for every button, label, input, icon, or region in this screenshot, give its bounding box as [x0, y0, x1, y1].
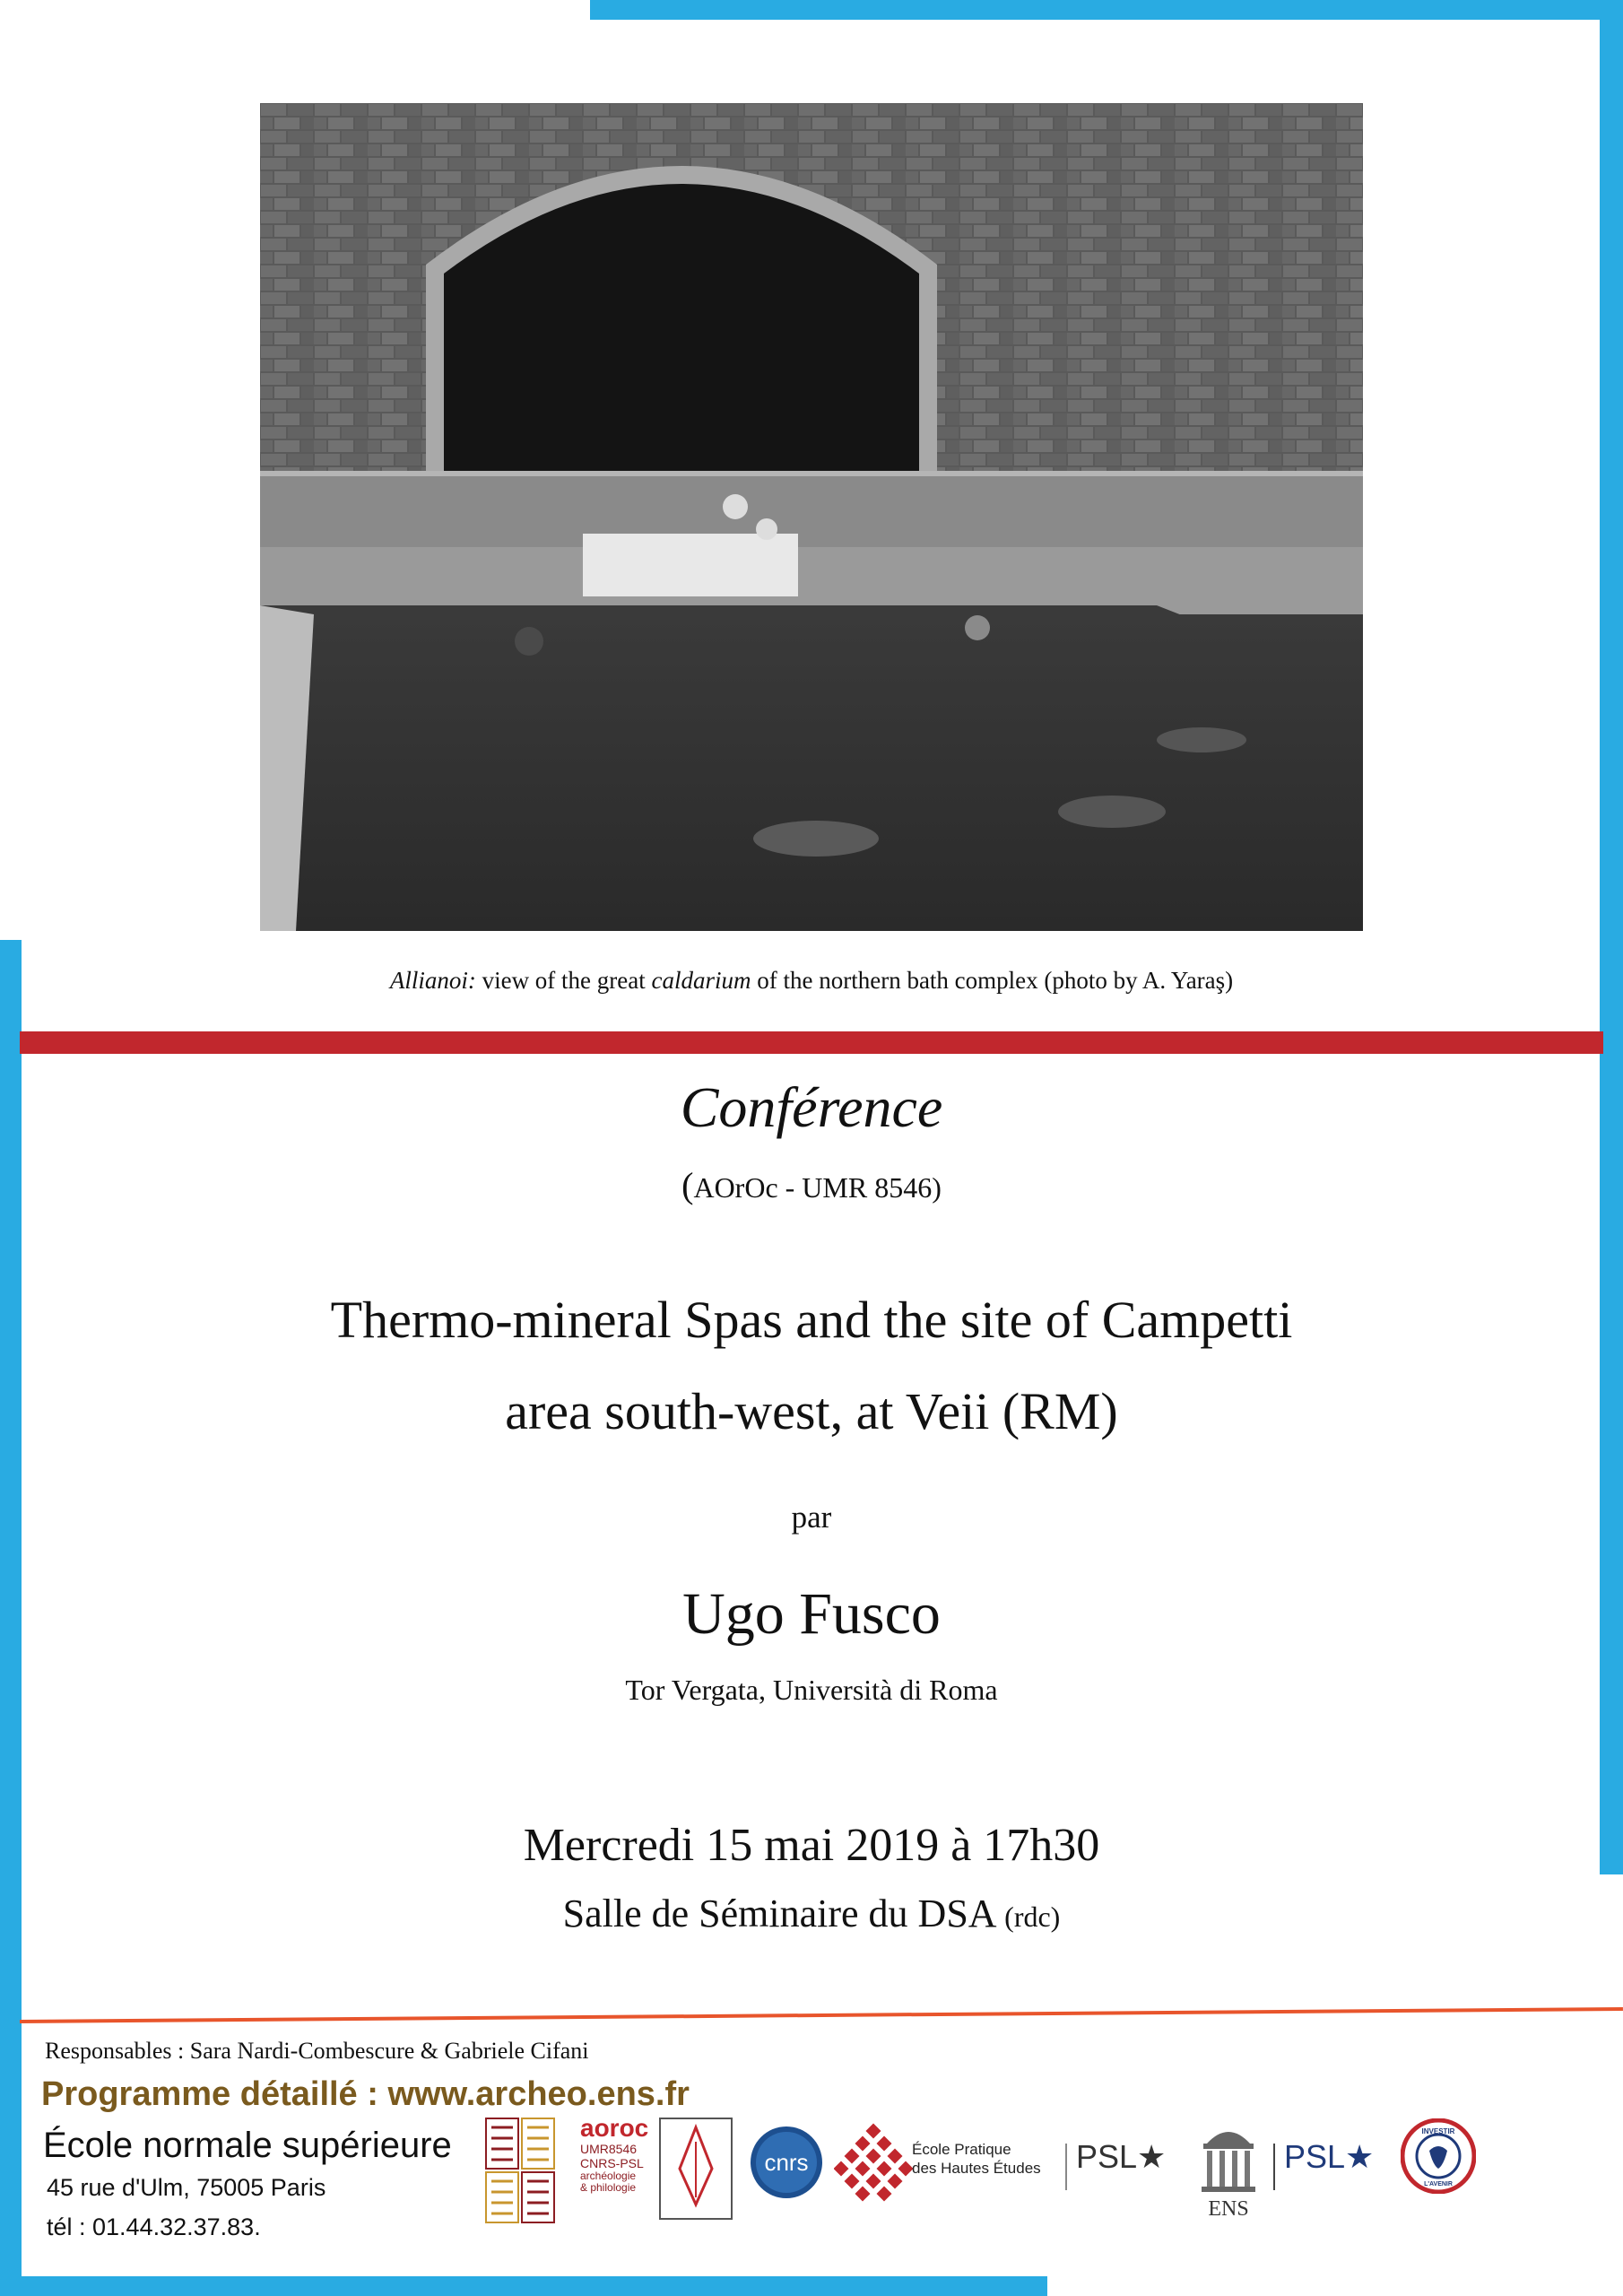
school-phone: tél : 01.44.32.37.83.: [47, 2213, 261, 2240]
psl-logo-blue: PSL★: [1284, 2138, 1375, 2175]
ens-text: ENS: [1208, 2197, 1249, 2221]
event-venue: [0, 1891, 1623, 1936]
ephe-line-2: des Hautes Études: [912, 2160, 1041, 2177]
cnrs-logo: [750, 2126, 823, 2199]
event-type: Conférence: [680, 1075, 943, 1139]
psl-logo: PSL★: [1076, 2138, 1167, 2175]
talk-title-line-2: area south-west, at Veii (RM): [505, 1382, 1118, 1440]
event-organizer: [0, 1164, 1623, 1206]
event-date: Mercredi 15 mai 2019 à 17h30: [523, 1820, 1100, 1871]
speaker-affiliation: Tor Vergata, Università di Roma: [625, 1674, 998, 1706]
talk-title-line-1: Thermo-mineral Spas and the site of Campetti: [330, 1291, 1293, 1349]
investir-avenir-logo: [1401, 2118, 1476, 2194]
logo-separator-2: [1273, 2144, 1275, 2190]
programme-link[interactable]: Programme détaillé : www.archeo.ens.fr: [41, 2075, 690, 2113]
ephe-logo-text: [912, 2140, 1041, 2178]
pen-nib-icon: [656, 2115, 735, 2222]
aoroc-unit: UMR8546: [580, 2142, 638, 2156]
school-name: École normale supérieure: [43, 2126, 452, 2165]
invest-bottom-text: L'AVENIR: [1424, 2181, 1453, 2187]
caption-text-1: view of the great: [475, 967, 652, 994]
aoroc-org: CNRS-PSL: [580, 2156, 644, 2170]
frame-bar-top: [590, 0, 1623, 20]
school-address: 45 rue d'Ulm, 75005 Paris: [47, 2174, 326, 2201]
speaker-name: Ugo Fusco: [682, 1581, 941, 1647]
caption-text-2: of the northern bath complex (photo by A. Yaraş): [751, 967, 1234, 994]
aoroc-field-1: archéologie: [580, 2170, 637, 2182]
responsables: Responsables : Sara Nardi-Combescure & Gabriele Cifani: [45, 2038, 589, 2064]
photo-caption: [0, 967, 1623, 995]
red-divider: [20, 1031, 1603, 1054]
organizer-name: AOrOc - UMR 8546): [693, 1171, 942, 1204]
ens-logo: [1193, 2117, 1264, 2221]
venue-name: Salle de Séminaire du DSA: [562, 1892, 995, 1935]
aoroc-name: aoroc: [580, 2114, 649, 2142]
bath-photo: [260, 103, 1363, 931]
frame-bar-bottom: [0, 2276, 1047, 2296]
caption-site: Allianoi:: [389, 967, 476, 994]
venue-note: (rdc): [1004, 1900, 1061, 1933]
ephe-diamond-icon: [834, 2122, 924, 2206]
caption-term: caldarium: [651, 967, 751, 994]
footer-divider: [20, 2007, 1623, 2023]
cnrs-text: cnrs: [764, 2149, 809, 2176]
organizer-paren: (: [681, 1165, 694, 1205]
aoroc-logo: [580, 2115, 656, 2194]
aoroc-field-2: & philologie: [580, 2181, 637, 2194]
transferts-logo: [484, 2117, 556, 2226]
ephe-line-1: École Pratique: [912, 2141, 1011, 2158]
invest-top-text: INVESTIR: [1421, 2127, 1455, 2135]
by-label: par: [791, 1500, 832, 1535]
logo-separator: [1065, 2144, 1067, 2190]
